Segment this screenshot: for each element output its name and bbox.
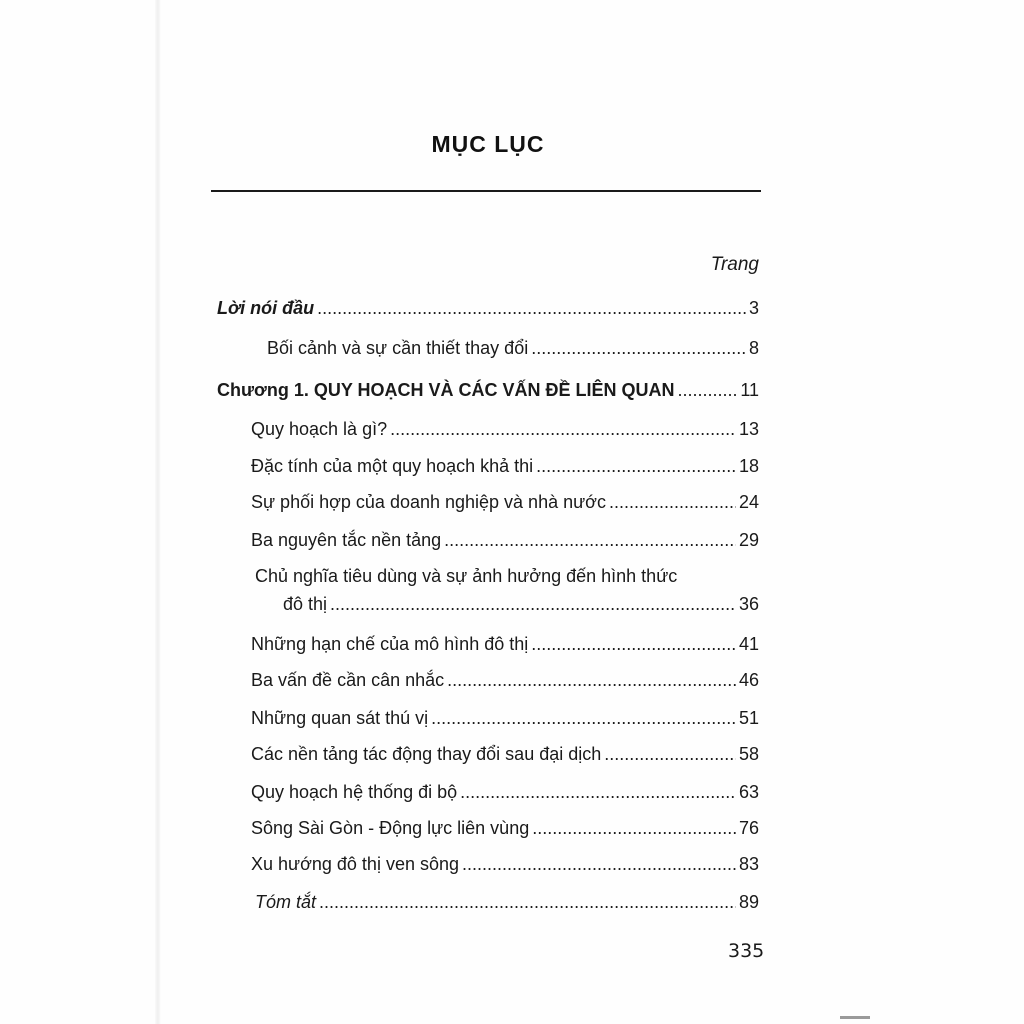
page-column-label: Trang <box>710 254 759 275</box>
scan-edge-mark <box>840 1016 870 1019</box>
toc-entry-label: Ba vấn đề cần cân nhắc <box>251 670 445 690</box>
toc-entry-preface <box>217 297 759 319</box>
toc-entry-page: 29 <box>738 530 759 550</box>
toc-entry-label: Sông Sài Gòn - Động lực liên vùng <box>251 818 530 838</box>
toc-entry-page: 83 <box>738 854 759 874</box>
toc-entry-page: 63 <box>738 782 759 802</box>
toc-entry-cooperation <box>251 491 759 513</box>
toc-entry-consumerism-line1: Chủ nghĩa tiêu dùng và sự ảnh hưởng đến hình thức <box>255 566 678 586</box>
toc-entry-label: Các nền tảng tác động thay đổi sau đại dịch <box>251 744 602 764</box>
dot-leader <box>462 853 736 875</box>
toc-entry-page: 3 <box>748 298 759 318</box>
dot-leader <box>390 418 736 440</box>
toc-entry-three-issues <box>251 669 759 691</box>
dot-leader <box>531 633 736 655</box>
toc-entry-page: 36 <box>738 594 759 614</box>
dot-leader <box>531 337 746 359</box>
toc-entry-label: Bối cảnh và sự cần thiết thay đổi <box>267 338 529 358</box>
toc-entry-what-is-planning <box>251 418 759 440</box>
toc-entry-urban-model-limits <box>251 633 759 655</box>
toc-entry-saigon-river <box>251 817 759 839</box>
dot-leader <box>532 817 736 839</box>
dot-leader <box>536 455 736 477</box>
dot-leader <box>330 593 736 615</box>
toc-entry-label: Tóm tắt <box>255 892 317 912</box>
toc-entry-label: Quy hoạch là gì? <box>251 419 388 439</box>
toc-entry-riverside-trend <box>251 853 759 875</box>
toc-entry-label: Lời nói đầu <box>217 298 315 318</box>
dot-leader <box>460 781 736 803</box>
toc-entry-page: 13 <box>738 419 759 439</box>
toc-entry-label: Chương 1. QUY HOẠCH VÀ CÁC VẤN ĐỀ LIÊN QUAN <box>217 380 675 400</box>
dot-leader <box>431 707 736 729</box>
dot-leader <box>319 891 736 913</box>
toc-entry-page: 89 <box>738 892 759 912</box>
toc-entry-page: 11 <box>740 380 759 400</box>
toc-entry-post-pandemic <box>251 743 759 765</box>
toc-entry-page: 76 <box>738 818 759 838</box>
toc-entry-label: Sự phối hợp của doanh nghiệp và nhà nước <box>251 492 606 512</box>
toc-entry-label: Đặc tính của một quy hoạch khả thi <box>251 456 534 476</box>
toc-entry-observations <box>251 707 759 729</box>
dot-leader <box>444 529 736 551</box>
toc-entry-consumerism <box>283 593 759 615</box>
page-title: MỤC LỤC <box>431 131 545 157</box>
toc-entry-page: 24 <box>738 492 759 512</box>
toc-entry-label: Xu hướng đô thị ven sông <box>251 854 459 874</box>
toc-entry-label: Những hạn chế của mô hình đô thị <box>251 634 529 654</box>
dot-leader <box>604 743 736 765</box>
toc-entry-chapter-1 <box>217 379 759 401</box>
dot-leader <box>447 669 736 691</box>
toc-entry-label: đô thị <box>283 594 328 614</box>
toc-entry-page: 41 <box>738 634 759 654</box>
dot-leader <box>317 297 746 319</box>
toc-entry-page: 51 <box>738 708 759 728</box>
dot-leader <box>678 379 738 401</box>
toc-entry-page: 58 <box>738 744 759 764</box>
toc-entry-feasible-plan <box>251 455 759 477</box>
toc-entry-page: 18 <box>738 456 759 476</box>
toc-entry-label: Ba nguyên tắc nền tảng <box>251 530 442 550</box>
toc-entry-page: 8 <box>748 338 759 358</box>
toc-entry-pedestrian-system <box>251 781 759 803</box>
toc-entry-context <box>267 337 759 359</box>
page-number: 335 <box>728 940 765 962</box>
toc-entry-label: Những quan sát thú vị <box>251 708 429 728</box>
toc-entry-summary <box>255 891 759 913</box>
dot-leader <box>609 491 736 513</box>
toc-entry-label: Quy hoạch hệ thống đi bộ <box>251 782 458 802</box>
toc-entry-page: 46 <box>738 670 759 690</box>
toc-entry-three-principles <box>251 529 759 551</box>
